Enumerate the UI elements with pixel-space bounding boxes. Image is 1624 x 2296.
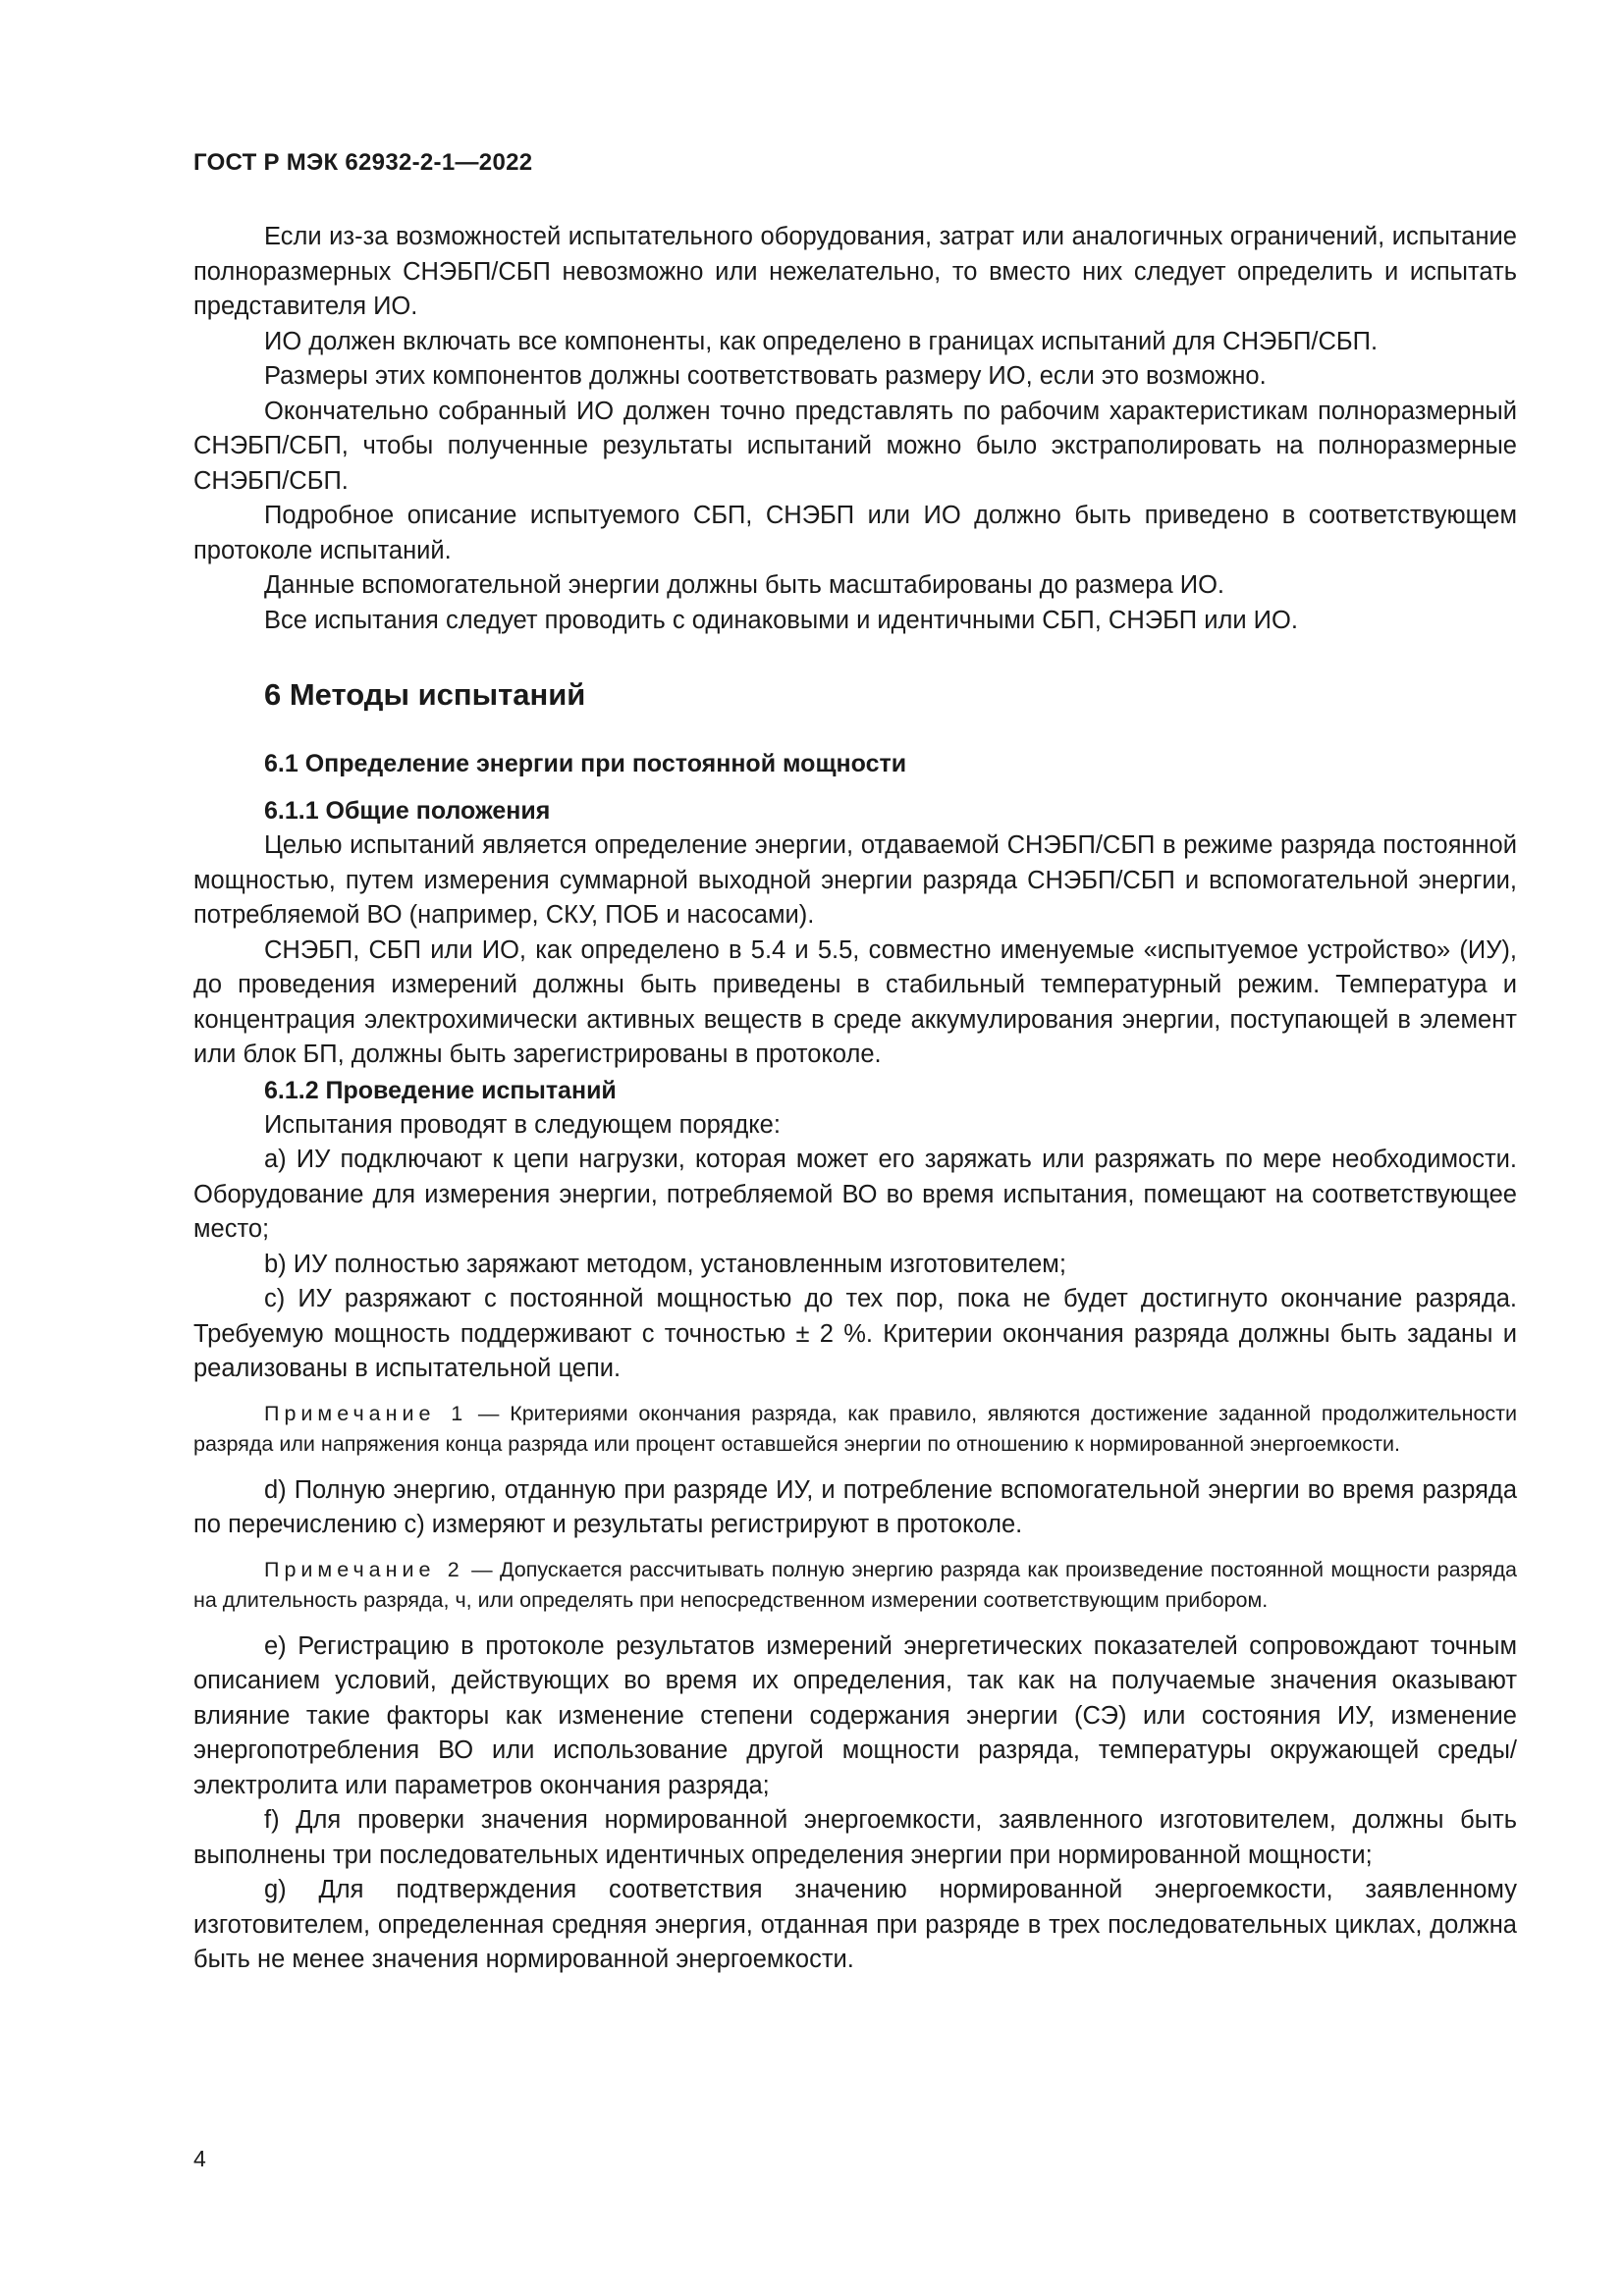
note-1-label: Примечание 1: [264, 1401, 468, 1425]
note-1-text: — Критериями окончания разряда, как правило, являются достижение заданной продолжительности разряда или напряжения конца разряда или процент оставшейся энергии по отношению к нормированной энергоемкости.: [193, 1401, 1518, 1456]
list-item-g: g) Для подтверждения соответствия значению нормированной энергоемкости, заявленному изготовителем, определенная средняя энергия, отданная при разряде в трех последовательных циклах, должна быть не менее значения нормированной энергоемкости.: [193, 1876, 1517, 1973]
intro-paragraph-3: Размеры этих компонентов должны соответствовать размеру ИО, если это возможно.: [264, 362, 1267, 390]
section-6-1-1-heading: 6.1.1 Общие положения: [264, 797, 551, 825]
intro-paragraph-5: Подробное описание испытуемого СБП, СНЭБП или ИО должно быть приведено в соответствующем протоколе испытаний.: [193, 502, 1517, 564]
intro-paragraph-2: ИО должен включать все компоненты, как определено в границах испытаний для СНЭБП/СБП.: [264, 327, 1379, 355]
section-6-heading: 6 Методы испытаний: [264, 677, 586, 712]
list-item-d: d) Полную энергию, отданную при разряде ИУ, и потребление вспомогательной энергии во время разряда по перечислению c) измеряют и результаты регистрируют в протоколе.: [193, 1475, 1517, 1538]
section-6-1-heading: 6.1 Определение энергии при постоянной мощности: [264, 750, 907, 777]
list-item-b: b) ИУ полностью заряжают методом, установленным изготовителем;: [264, 1250, 1066, 1278]
note-2: [193, 1555, 1517, 1616]
list-item-a: a) ИУ подключают к цепи нагрузки, которая может его заряжать или разряжать по мере необходимости. Оборудование для измерения энергии, потребляемой ВО во время испытания, помещают на соответствующее место;: [193, 1146, 1517, 1243]
section-6-1-2-heading: 6.1.2 Проведение испытаний: [264, 1076, 617, 1104]
page-number: 4: [193, 2146, 206, 2171]
section-6-1-1-paragraph-1: Целью испытаний является определение энергии, отдаваемой СНЭБП/СБП в режиме разряда постоянной мощностью, путем измерения суммарной выходной энергии разряда СНЭБП/СБП и вспомогательной энергии, потребляемой ВО (например, СКУ, ПОБ и насосами).: [193, 831, 1517, 929]
intro-paragraph-4: Окончательно собранный ИО должен точно представлять по рабочим характеристикам полноразмерный СНЭБП/СБП, чтобы полученные результаты испытаний можно было экстраполировать на полноразмерные СНЭБП/СБП.: [193, 397, 1517, 495]
note-2-text: — Допускается рассчитывать полную энергию разряда как произведение постоянной мощности разряда на длительность разряда, ч, или определять при непосредственном измерении соответствующим прибором.: [193, 1557, 1518, 1612]
intro-paragraph-1: Если из-за возможностей испытательного оборудования, затрат или аналогичных ограничений, испытание полноразмерных СНЭБП/СБП невозможно или нежелательно, то вместо них следует определить и испытать представителя ИО.: [193, 223, 1517, 320]
section-6-1-1-paragraph-2: СНЭБП, СБП или ИО, как определено в 5.4 и 5.5, совместно именуемые «испытуемое устройство» (ИУ), до проведения измерений должны быть приведены в стабильный температурный режим. Температура и концентрация электрохимически активных веществ в среде аккумулирования энергии, поступающей в элемент или блок БП, должны быть зарегистрированы в протоколе.: [193, 935, 1517, 1068]
intro-paragraph-7: Все испытания следует проводить с одинаковыми и идентичными СБП, СНЭБП или ИО.: [264, 606, 1298, 634]
document-header: ГОСТ Р МЭК 62932-2-1—2022: [193, 149, 533, 176]
note-1: [193, 1399, 1517, 1460]
section-6-1-2-intro: Испытания проводят в следующем порядке:: [264, 1110, 781, 1139]
list-item-e: e) Регистрацию в протоколе результатов измерений энергетических показателей сопровождают точным описанием условий, действующих во время их определения, так как на получаемые значения оказывают влияние такие факторы как изменение степени содержания энергии (СЭ) или состояния ИУ, изменение энергопотребления ВО или использование другой мощности разряда, температуры окружающей среды/электролита или параметров окончания разряда;: [193, 1631, 1517, 1799]
list-item-c: c) ИУ разряжают с постоянной мощностью до тех пор, пока не будет достигнуто окончание разряда. Требуемую мощность поддерживают с точностью ± 2 %. Критерии окончания разряда должны быть заданы и реализованы в испытательной цепи.: [193, 1285, 1517, 1382]
page-content: [193, 220, 1517, 1978]
list-item-f: f) Для проверки значения нормированной энергоемкости, заявленного изготовителем, должны быть выполнены три последовательных идентичных определения энергии при нормированной мощности;: [193, 1806, 1517, 1869]
note-2-label: Примечание 2: [264, 1557, 464, 1581]
intro-paragraph-6: Данные вспомогательной энергии должны быть масштабированы до размера ИО.: [264, 571, 1224, 599]
